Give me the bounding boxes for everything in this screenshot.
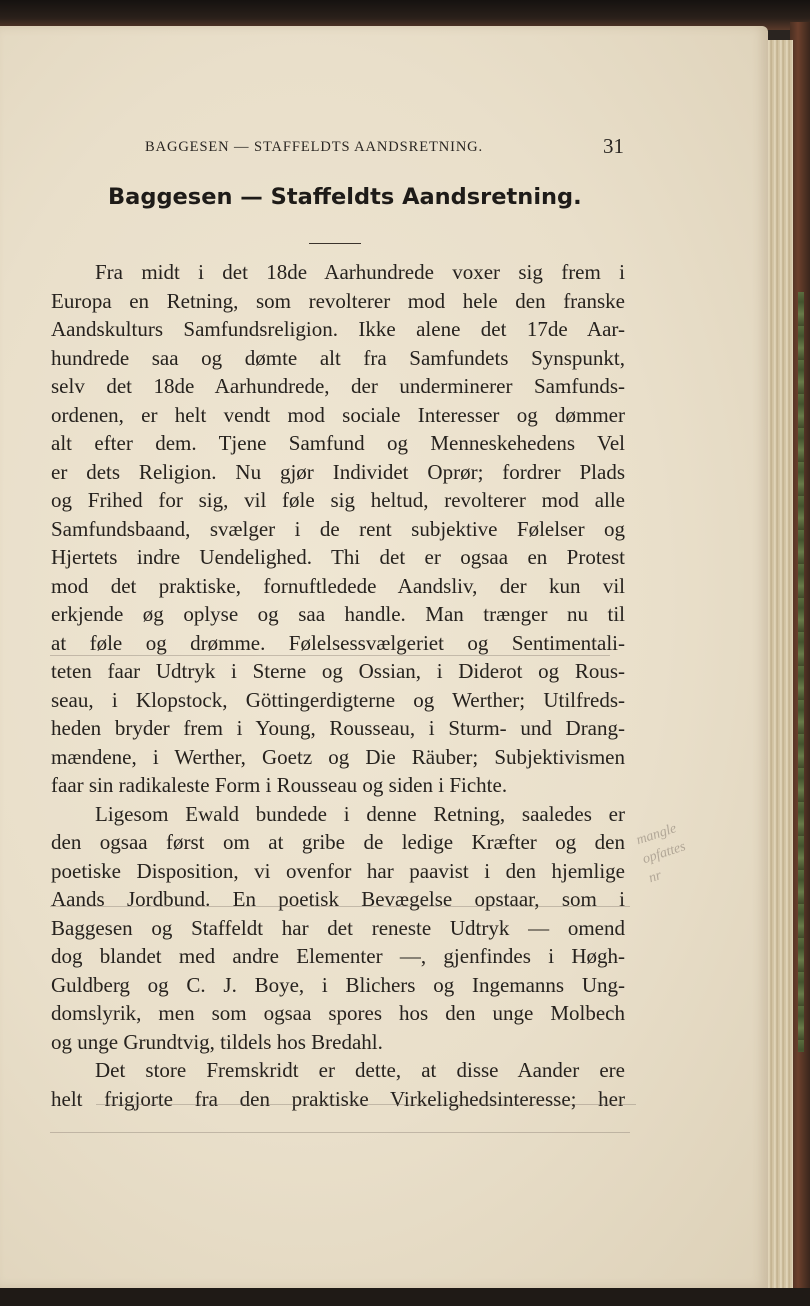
cover-marbling — [798, 292, 804, 1052]
text-line: at føle og drømme. Følelsessvælgeriet og Sentimentali- — [51, 630, 625, 655]
text-line: erkjende øg oplyse og saa handle. Man trænger nu til — [51, 602, 625, 626]
text-line: og unge Grundtvig, tildels hos Bredahl. — [51, 1029, 383, 1054]
running-head: BAGGESEN — STAFFELDTS AANDSRETNING. — [145, 139, 484, 155]
text-line: Hjertets indre Uendelighed. Thi det er ogsaa en Protest — [51, 545, 625, 569]
title-rule — [309, 243, 361, 244]
pencil-underline — [50, 655, 610, 656]
pencil-note-line: opfattes — [640, 839, 688, 868]
text-line: mod det praktiske, fornuftledede Aandsliv, der kun vil — [51, 573, 625, 598]
text-line: teten faar Udtryk i Sterne og Ossian, i Diderot og Rous- — [51, 659, 625, 683]
text-line: Samfundsbaand, svælger i de rent subjektive Følelser og — [51, 516, 625, 541]
pencil-note-line: mangle — [634, 821, 679, 849]
text-line: og Frihed for sig, vil føle sig heltud, revolterer mod alle — [51, 488, 625, 512]
text-line: Ligesom Ewald bundede i denne Retning, saaledes er — [95, 801, 625, 826]
text-line: Det store Fremskridt er dette, at disse Aander ere — [95, 1058, 625, 1082]
text-line: Guldberg og C. J. Boye, i Blichers og Ingemanns Ung- — [51, 972, 625, 997]
text-line: Europa en Retning, som revolterer mod hele den franske — [51, 288, 625, 313]
text-line: Aandskulturs Samfundsreligion. Ikke alene det 17de Aar- — [51, 317, 625, 341]
page-edges — [766, 40, 793, 1290]
text-line: er dets Religion. Nu gjør Individet Oprør; fordrer Plads — [51, 459, 625, 484]
pencil-underline — [96, 1104, 636, 1105]
chapter-title: Baggesen — Staffeldts Aandsretning. — [108, 184, 582, 210]
text-line: ordenen, er helt vendt mod sociale Interesser og dømmer — [51, 402, 625, 427]
text-line: dog blandet med andre Elementer —, gjenfindes i Høgh- — [51, 944, 625, 968]
pencil-underline — [50, 906, 630, 907]
text-line: alt efter dem. Tjene Samfund og Menneskehedens Vel — [51, 431, 625, 455]
text-line: Baggesen og Staffeldt har det reneste Udtryk — omend — [51, 915, 625, 940]
text-line: heden bryder frem i Young, Rousseau, i Sturm- und Drang- — [51, 716, 625, 740]
text-line: domslyrik, men som ogsaa spores hos den unge Molbech — [51, 1001, 625, 1025]
text-line: Aands Jordbund. En poetisk Bevægelse opstaar, som i — [51, 887, 625, 911]
pencil-underline — [50, 1132, 630, 1133]
text-line: mændene, i Werther, Goetz og Die Räuber; Subjektivismen — [51, 744, 625, 769]
text-line: helt frigjorte fra den praktiske Virkelighedsinteresse; her — [51, 1086, 625, 1111]
text-line: Fra midt i det 18de Aarhundrede voxer sig frem i — [95, 260, 625, 284]
pencil-note-line: nr — [646, 868, 664, 887]
text-line: faar sin radikaleste Form i Rousseau og siden i Fichte. — [51, 773, 508, 797]
body-text — [51, 258, 625, 1113]
text-line: poetiske Disposition, vi ovenfor har paavist i den hjemlige — [51, 858, 625, 883]
book-cover-edge — [790, 22, 810, 1306]
text-line: seau, i Klopstock, Göttingerdigterne og Werther; Utilfreds- — [51, 687, 625, 712]
bottom-shadow — [0, 1288, 810, 1306]
page-number: 31 — [603, 134, 624, 158]
text-line: den ogsaa først om at gribe de ledige Kræfter og den — [51, 830, 625, 854]
text-line: selv det 18de Aarhundrede, der underminerer Samfunds- — [51, 374, 625, 398]
text-line: hundrede saa og dømte alt fra Samfundets Synspunkt, — [51, 345, 625, 370]
